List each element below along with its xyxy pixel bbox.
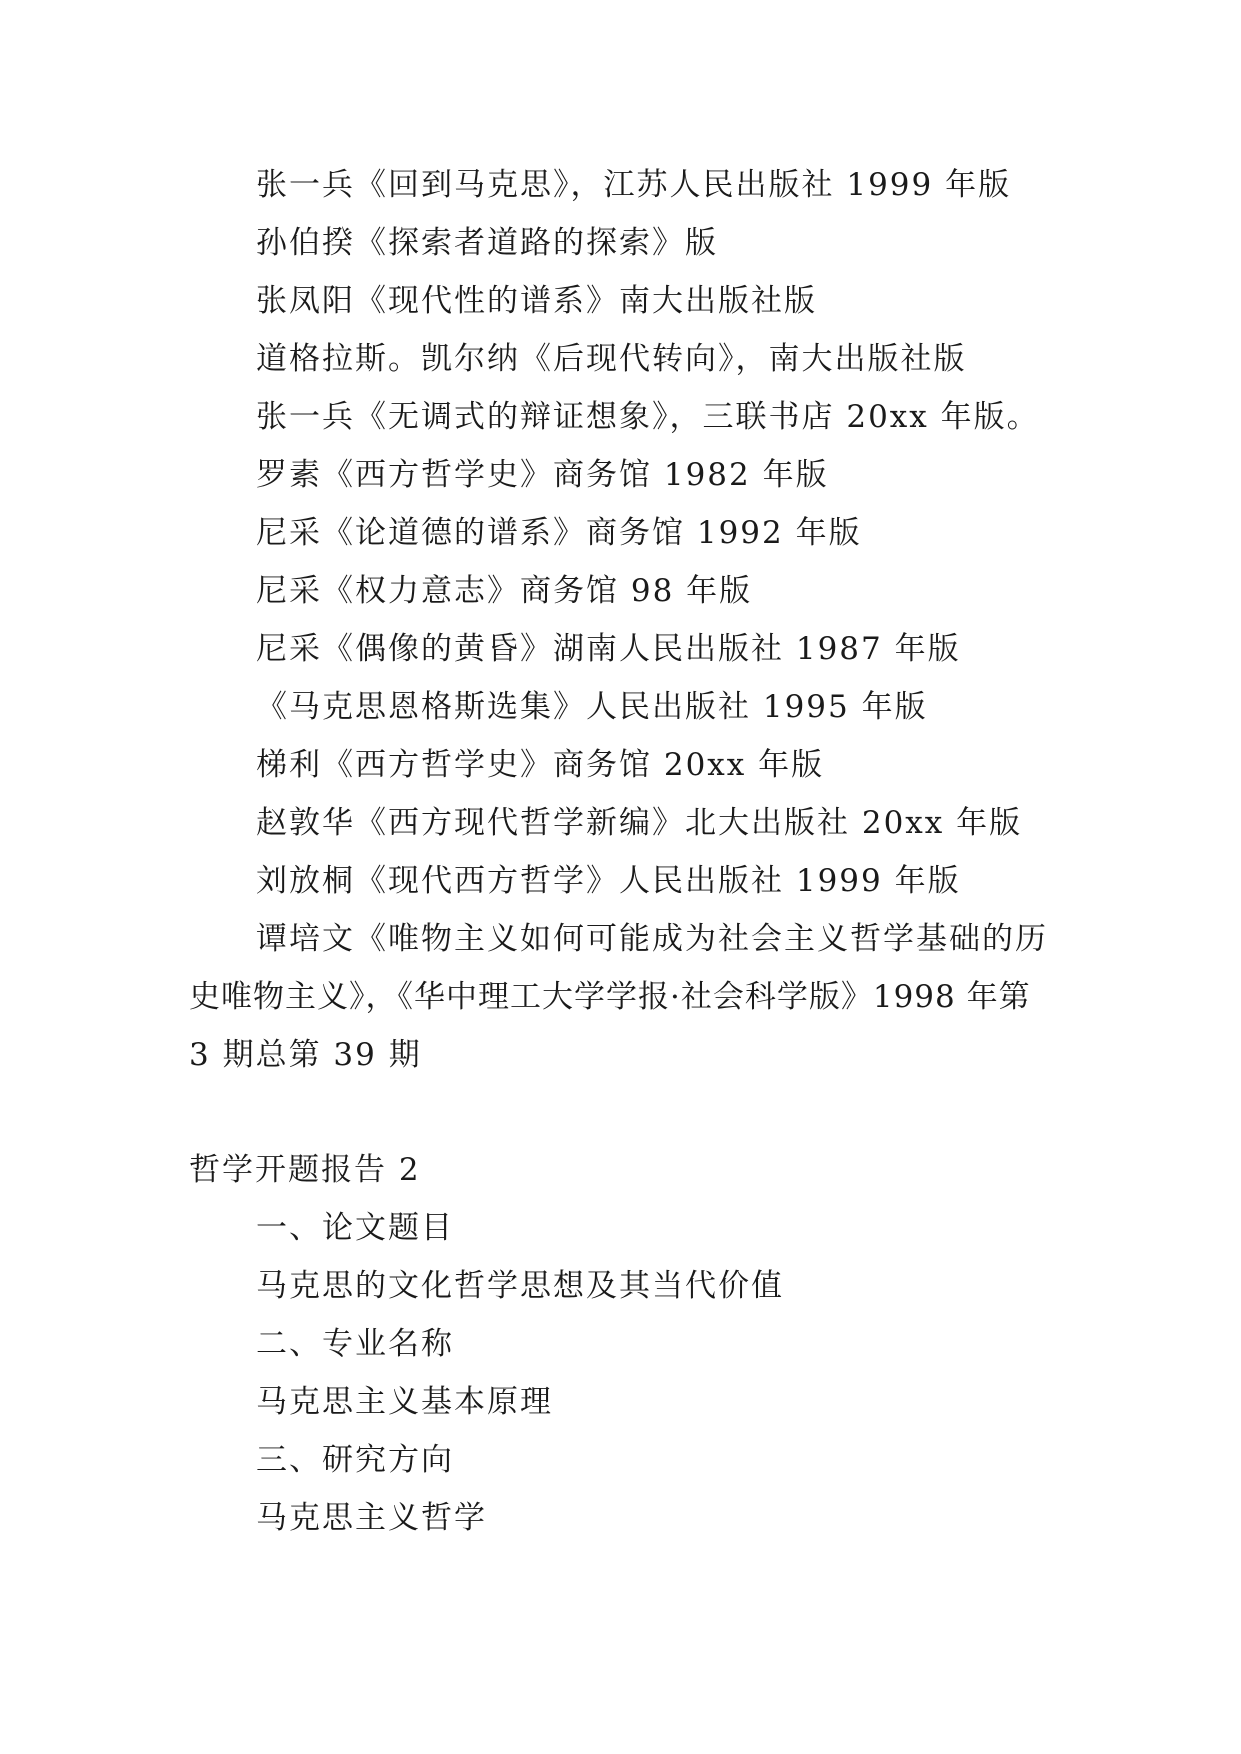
reference-line: 尼采《论道德的谱系》商务馆 1992 年版 bbox=[256, 515, 862, 551]
report-title: 哲学开题报告 2 bbox=[189, 1152, 421, 1188]
thesis-heading: 一、论文题目 bbox=[256, 1210, 454, 1246]
reference-line: 刘放桐《现代西方哲学》人民出版社 1999 年版 bbox=[256, 863, 961, 899]
reference-line: 赵敦华《西方现代哲学新编》北大出版社 20xx 年版 bbox=[256, 805, 1023, 841]
major-heading: 二、专业名称 bbox=[256, 1326, 454, 1362]
reference-line: 孙伯揆《探索者道路的探索》版 bbox=[256, 225, 718, 261]
reference-line: 张一兵《无调式的辩证想象》，三联书店 20xx 年版。 bbox=[256, 399, 1040, 435]
direction-value: 马克思主义哲学 bbox=[256, 1500, 487, 1536]
direction-heading: 三、研究方向 bbox=[256, 1442, 454, 1478]
reference-line: 张一兵《回到马克思》，江苏人民出版社 1999 年版 bbox=[256, 167, 1012, 203]
reference-line: 《马克思恩格斯选集》人民出版社 1995 年版 bbox=[256, 689, 928, 725]
reference-line: 谭培文《唯物主义如何可能成为社会主义哲学基础的历 bbox=[256, 921, 1048, 957]
reference-line: 罗素《西方哲学史》商务馆 1982 年版 bbox=[256, 457, 829, 493]
reference-line: 张凤阳《现代性的谱系》南大出版社版 bbox=[256, 283, 817, 319]
thesis-value: 马克思的文化哲学思想及其当代价值 bbox=[256, 1268, 784, 1304]
reference-line: 尼采《权力意志》商务馆 98 年版 bbox=[256, 573, 753, 609]
reference-line: 3 期总第 39 期 bbox=[189, 1037, 422, 1073]
reference-line: 尼采《偶像的黄昏》湖南人民出版社 1987 年版 bbox=[256, 631, 961, 667]
reference-line: 梯利《西方哲学史》商务馆 20xx 年版 bbox=[256, 747, 825, 783]
reference-line: 道格拉斯。凯尔纳《后现代转向》，南大出版社版 bbox=[256, 341, 967, 377]
reference-line: 史唯物主义》，《华中理工大学学报·社会科学版》1998 年第 bbox=[189, 979, 1031, 1015]
major-value: 马克思主义基本原理 bbox=[256, 1384, 553, 1420]
